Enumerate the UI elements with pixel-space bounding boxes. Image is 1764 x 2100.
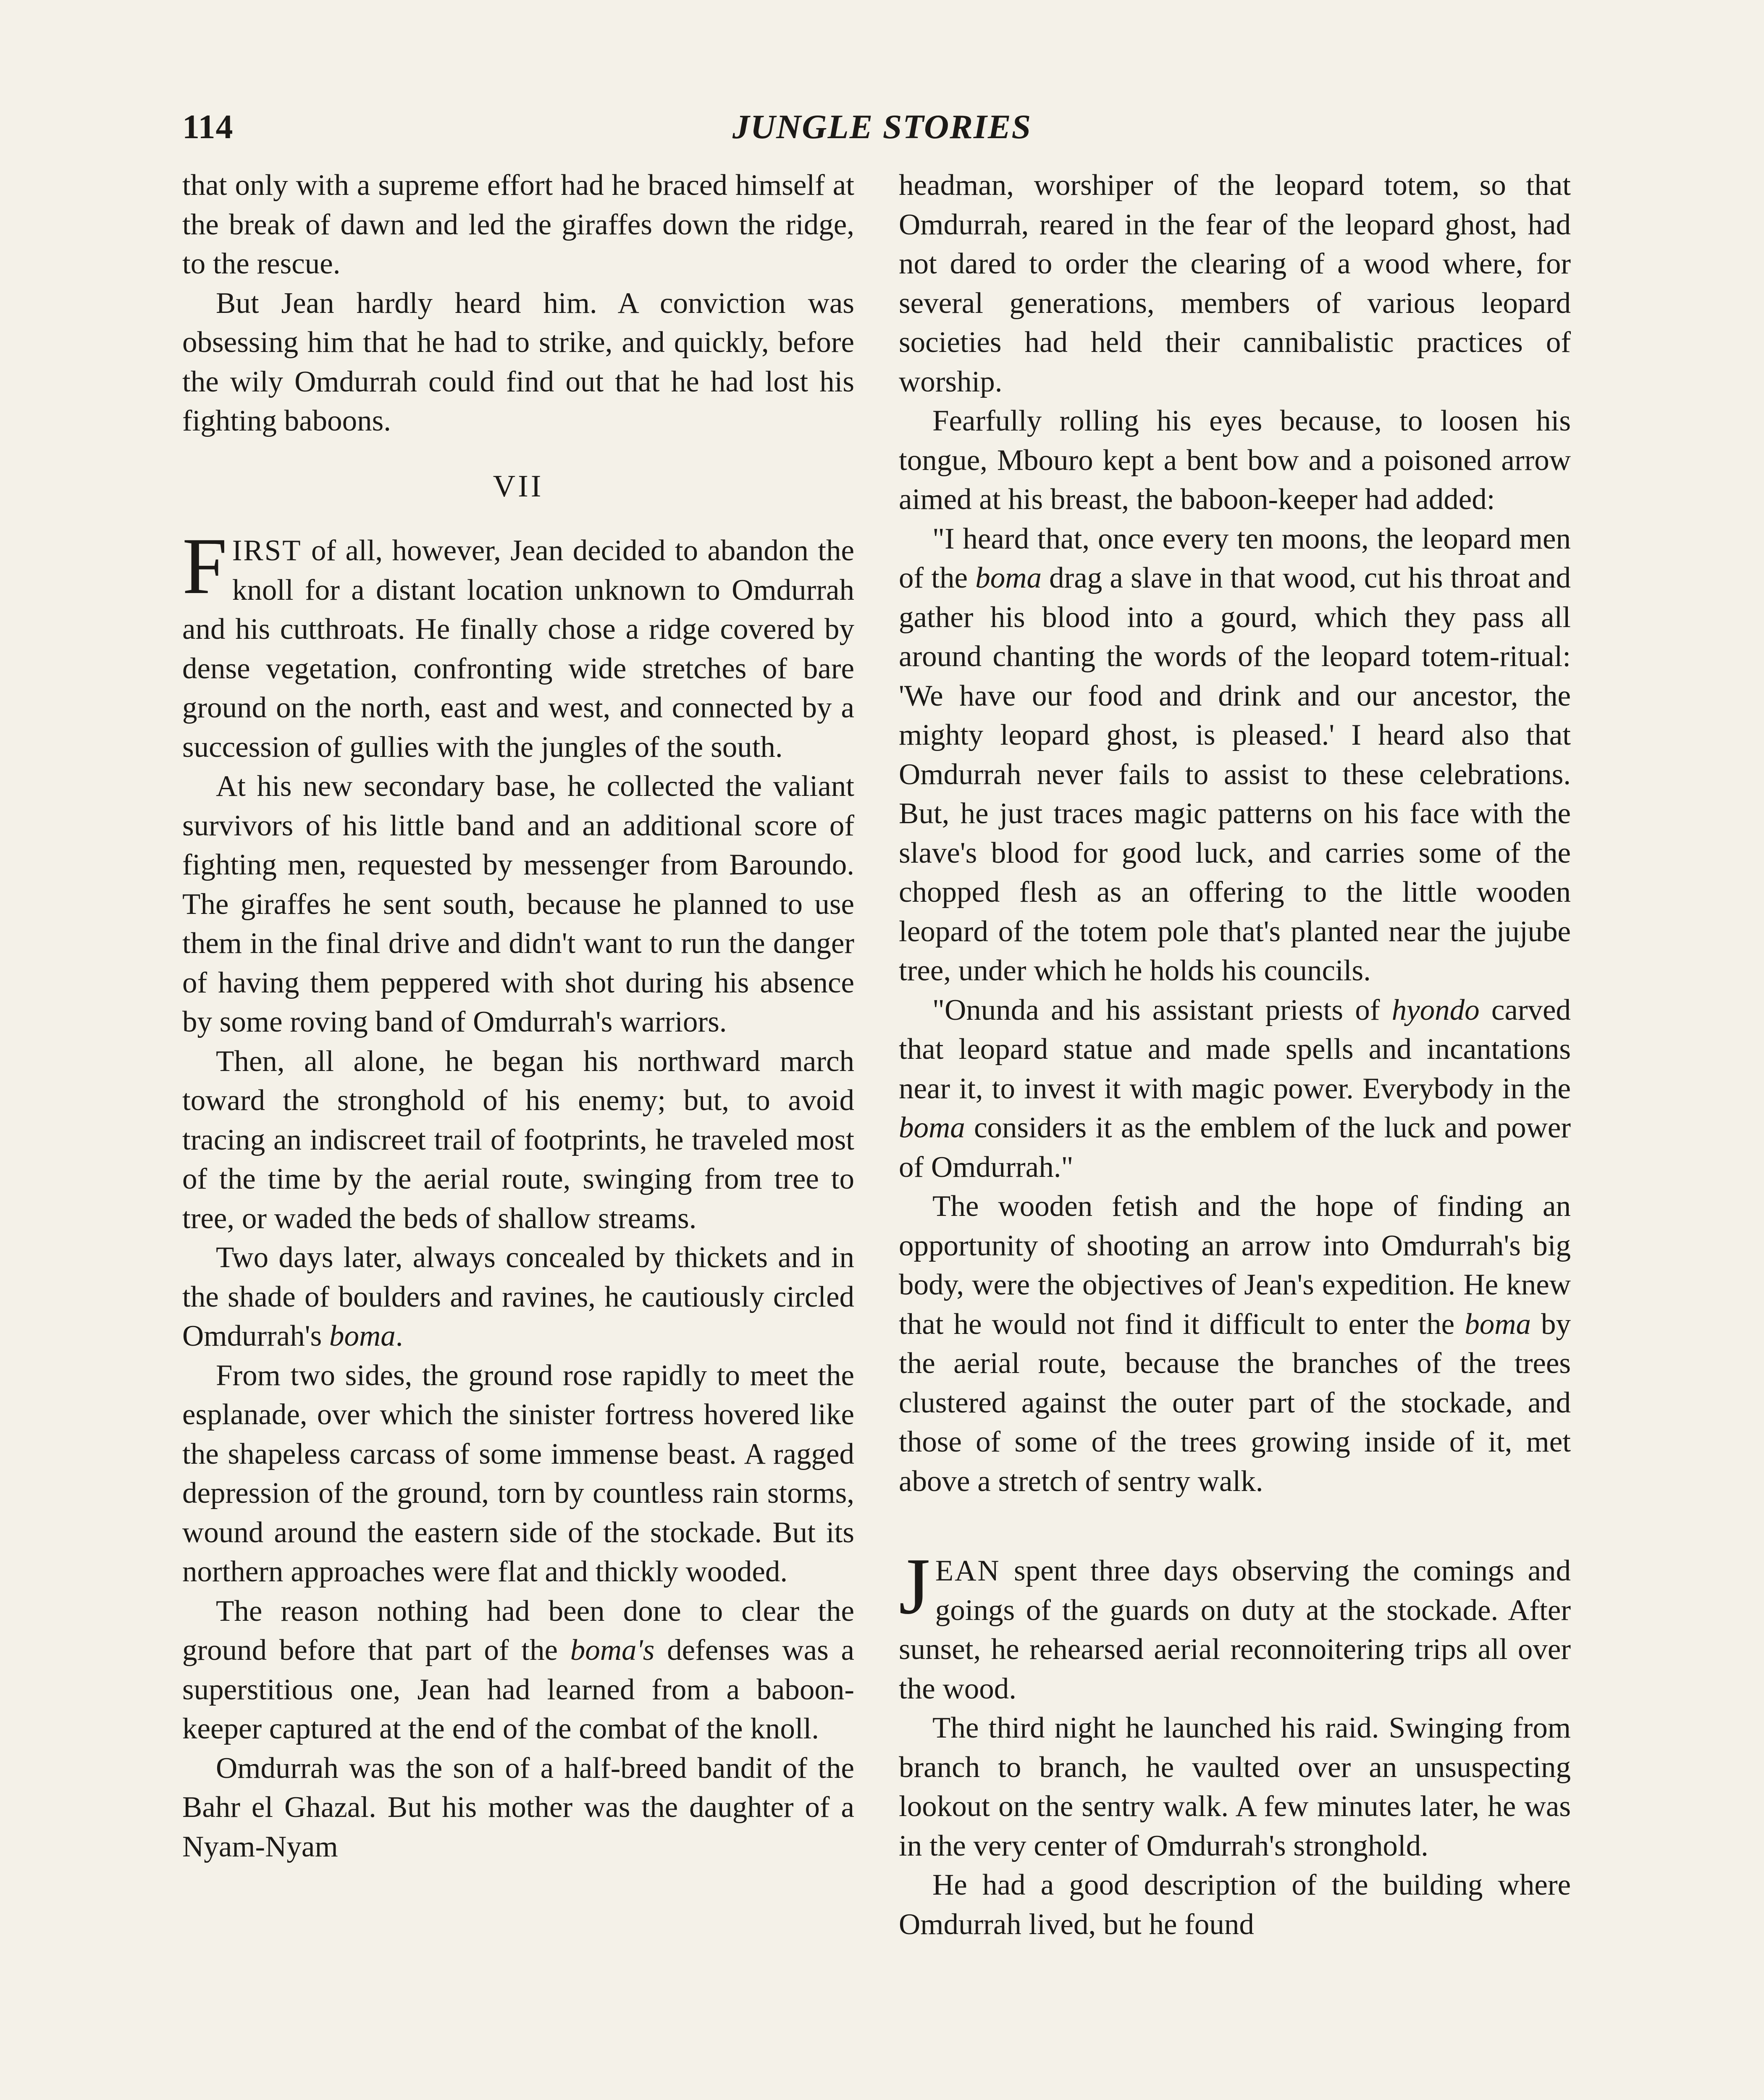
- paragraph-text: considers it as the emblem of the luck and power of Omdurrah.": [899, 1111, 1571, 1184]
- paragraph: headman, worshiper of the leopard totem, so that Omdurrah, reared in the fear of the leopard ghost, had not dared to order the clearing of a wood where, for several generations, members of various leopard societies had held their cannibalistic practices of worship.: [899, 169, 1571, 398]
- paragraph-text: carved that leopard statue and made spells and incantations near it, to invest it with magic power. Everybody in the: [899, 993, 1571, 1105]
- right-column: [899, 166, 1571, 1944]
- dropcap-paragraph: [182, 521, 854, 767]
- paragraph: Fearfully rolling his eyes because, to loosen his tongue, Mbouro kept a bent bow and a poisoned arrow aimed at his breast, the baboon-keeper had added:: [899, 404, 1571, 516]
- drop-cap: J: [899, 1541, 930, 1631]
- paragraph: that only with a supreme effort had he braced himself at the break of dawn and led the giraffes down the ridge, to the rescue.: [182, 169, 854, 280]
- dropcap-lead: EAN: [935, 1554, 1000, 1587]
- paragraph: [899, 991, 1571, 1187]
- paragraph: Then, all alone, he began his northward march toward the stronghold of his enemy; but, to avoid tracing an indiscreet trail of footprints, he traveled most of the time by the aerial route, swinging from tree to tree, or waded the beds of shallow streams.: [182, 1045, 854, 1235]
- page-number: 114: [182, 108, 234, 146]
- italic-term: hyondo: [1391, 993, 1480, 1026]
- section-break: [899, 1501, 1571, 1551]
- running-title: JUNGLE STORIES: [732, 108, 1032, 146]
- italic-term: boma: [329, 1320, 396, 1352]
- paragraph: [182, 1238, 854, 1356]
- paragraph: From two sides, the ground rose rapidly to meet the esplanade, over which the sinister fortress hovered like the shapeless carcass of some immense beast. A ragged depression of the ground, torn by countless rain storms, wound around the eastern side of the stockade. But its northern approaches were flat and thickly wooded.: [182, 1359, 854, 1588]
- paragraph: But Jean hardly heard him. A conviction was obsessing him that he had to strike, and quickly, before the wily Omdurrah could find out that he had lost his fighting baboons.: [182, 286, 854, 437]
- paragraph-text: defenses was a superstitious one, Jean had learned from a baboon-keeper captured at the end of the combat of the knoll.: [182, 1634, 854, 1745]
- paragraph-text: of all, however, Jean decided to abandon the knoll for a distant location unknown to Omdurrah and his cutthroats. He finally chose a ridge covered by dense vegetation, confronting wide stretches of bare ground on the north, east and west, and connected by a succession of gullies with the jungles of the south.: [182, 534, 854, 764]
- paragraph-text: spent three days observing the comings and goings of the guards on duty at the stockade. After sunset, he rehearsed aerial reconnoitering trips all over the wood.: [899, 1554, 1571, 1705]
- paragraph-text: "I heard that, once every ten moons, the leopard men of the: [899, 522, 1571, 594]
- section-heading: VII: [493, 469, 544, 504]
- italic-term: boma: [975, 562, 1042, 594]
- left-column: [182, 166, 854, 1866]
- paragraph-text: .: [395, 1320, 403, 1352]
- dropcap-paragraph: [899, 1541, 1571, 1709]
- paragraph: At his new secondary base, he collected the valiant survivors of his little band and an additional score of fighting men, requested by messenger from Baroundo. The giraffes he sent south, because he planned to use them in the final drive and didn't want to run the danger of having them peppered with shot during his absence by some roving band of Omdurrah's warriors.: [182, 770, 854, 1038]
- paragraph-text: drag a slave in that wood, cut his throat and gather his blood into a gourd, which they pass all around chanting the words of the leopard totem-ritual: 'We have our food and drink and our ancestor, the mighty leopard ghost, is pleased.' I heard also that Omdurrah never fails to assist to these celebrations. But, he just traces magic patterns on his face with the slave's blood for good luck, and carries some of the chopped flesh as an offering to the little wooden leopard of the totem pole that's planted near the jujube tree, under which he holds his councils.: [899, 562, 1571, 987]
- paragraph-text: "Onunda and his assistant priests of: [932, 993, 1392, 1026]
- paragraph-text: The wooden fetish and the hope of finding an opportunity of shooting an arrow into Omdurrah's big body, were the objectives of Jean's expedition. He knew that he would not find it difficult to enter the: [899, 1190, 1571, 1341]
- paragraph-text: Two days later, always concealed by thickets and in the shade of boulders and ravines, he cautiously circled Omdurrah's: [182, 1241, 854, 1352]
- paragraph-text: by the aerial route, because the branches of the trees clustered against the outer part of the stockade, and those of some of the trees growing inside of it, met above a stretch of sentry walk.: [899, 1307, 1571, 1498]
- paragraph: [182, 1592, 854, 1749]
- italic-term: boma's: [570, 1634, 655, 1667]
- paragraph: The third night he launched his raid. Swinging from branch to branch, he vaulted over an unsuspecting lookout on the sentry walk. A few minutes later, he was in the very center of Omdurrah's stronghold.: [899, 1712, 1571, 1862]
- paragraph-text: The reason nothing had been done to clear the ground before that part of the: [182, 1594, 854, 1667]
- paragraph: [899, 520, 1571, 991]
- drop-cap: F: [182, 521, 227, 611]
- dropcap-lead: IRST: [232, 534, 302, 567]
- italic-term: boma: [1465, 1307, 1531, 1341]
- paragraph: Omdurrah was the son of a half-breed bandit of the Bahr el Ghazal. But his mother was the daughter of a Nyam-Nyam: [182, 1751, 854, 1863]
- paragraph: He had a good description of the building where Omdurrah lived, but he found: [899, 1869, 1571, 1941]
- italic-term: boma: [899, 1111, 965, 1144]
- paragraph: [899, 1187, 1571, 1501]
